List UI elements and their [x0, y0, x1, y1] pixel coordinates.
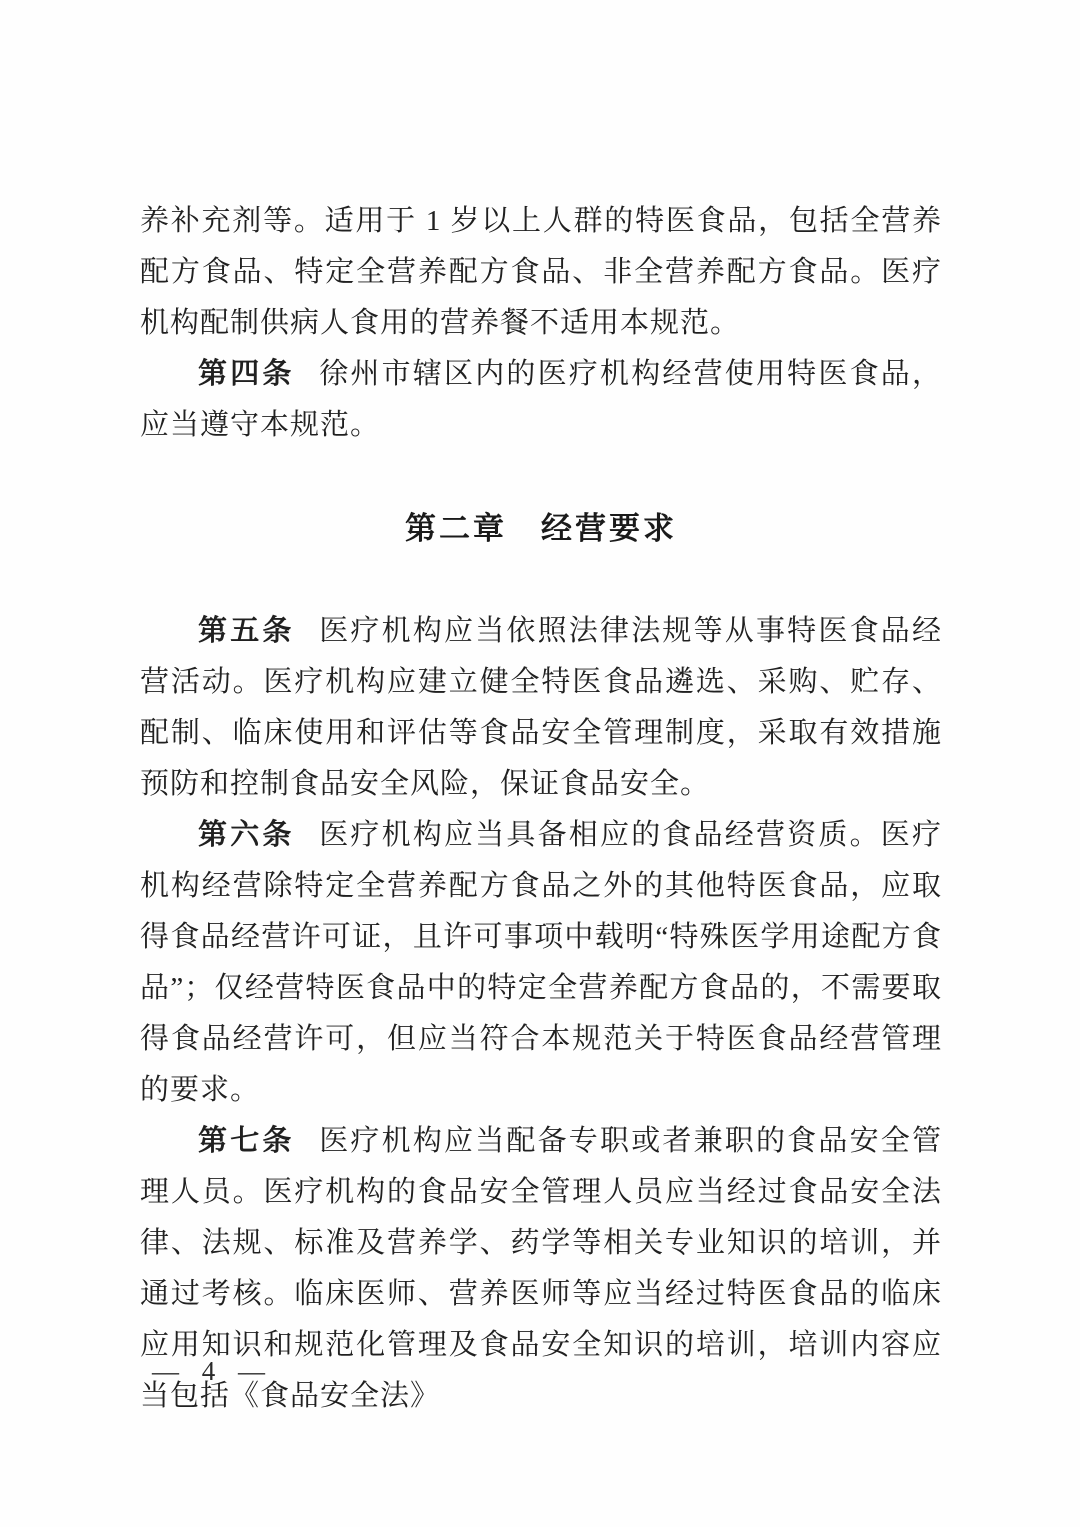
- article-7-text: 医疗机构应当配备专职或者兼职的食品安全管理人员。医疗机构的食品安全管理人员应当经过食品安全法律、法规、标准及营养学、药学等相关专业知识的培训，并通过考核。临床医师、营养医师等应当经过特医食品的临床应用知识和规范化管理及食品安全知识的培训，培训内容应当包括《食品安全法》: [140, 1125, 942, 1412]
- article-4-label: 第四条: [198, 358, 295, 390]
- page-number: — 4 —: [152, 1356, 273, 1386]
- article-6-label: 第六条: [198, 819, 295, 851]
- document-content: [140, 196, 942, 1422]
- article-7-label: 第七条: [198, 1125, 295, 1157]
- paragraph-article-5: [140, 606, 942, 810]
- paragraph-article-6: [140, 810, 942, 1116]
- article-6-text: 医疗机构应当具备相应的食品经营资质。医疗机构经营除特定全营养配方食品之外的其他特医食品，应取得食品经营许可证，且许可事项中载明“特殊医学用途配方食品”；仅经营特医食品中的特定全营养配方食品的，不需要取得食品经营许可，但应当符合本规范关于特医食品经营管理的要求。: [140, 819, 942, 1106]
- chapter-2-heading: 第二章 经营要求: [405, 511, 677, 546]
- article-5-text: 医疗机构应当依照法律法规等从事特医食品经营活动。医疗机构应建立健全特医食品遴选、采购、贮存、配制、临床使用和评估等食品安全管理制度，采取有效措施预防和控制食品安全风险，保证食品安全。: [140, 615, 942, 800]
- article-4-text: 徐州市辖区内的医疗机构经营使用特医食品，应当遵守本规范。: [140, 358, 942, 441]
- paragraph-article-4: [140, 349, 942, 451]
- article-5-label: 第五条: [198, 615, 295, 647]
- paragraph-continuation: 养补充剂等。适用于 1 岁以上人群的特医食品，包括全营养配方食品、特定全营养配方食品、非全营养配方食品。医疗机构配制供病人食用的营养餐不适用本规范。: [140, 205, 942, 339]
